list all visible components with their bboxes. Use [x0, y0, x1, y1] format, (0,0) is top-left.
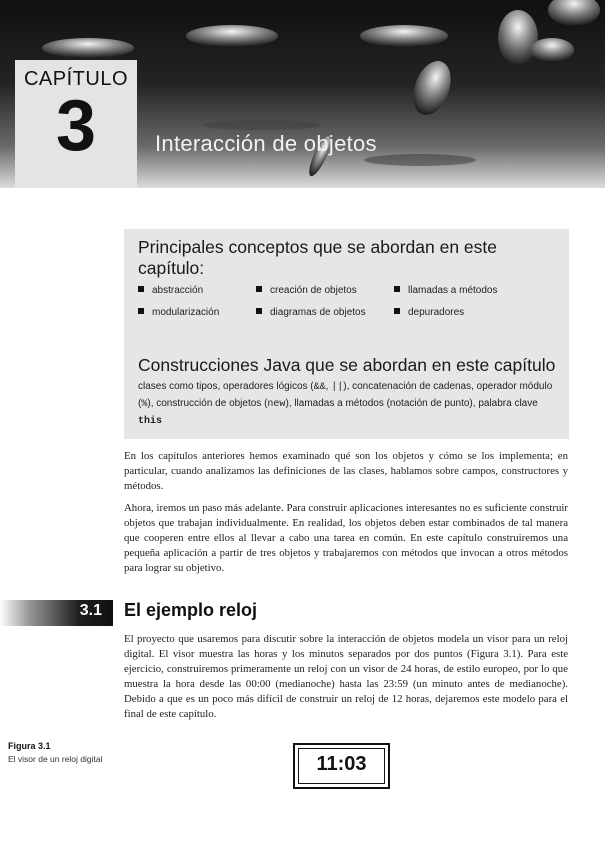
- figure-label: Figura 3.1: [8, 741, 51, 751]
- java-code: new: [267, 399, 286, 410]
- concept-label: modularización: [152, 307, 220, 318]
- concepts-heading-line1: Principales conceptos que se abordan en este: [138, 237, 497, 257]
- java-constructs-heading: Construcciones Java que se abordan en este capítulo: [138, 355, 556, 375]
- concept-label: llamadas a métodos: [408, 285, 498, 296]
- concepts-box: [124, 229, 569, 439]
- java-text: ), llamadas a métodos (notación de punto), palabra clave: [285, 398, 538, 409]
- square-bullet-icon: [138, 286, 144, 292]
- concept-label: abstracción: [152, 285, 204, 296]
- concept-item: [138, 285, 203, 296]
- section-number: 3.1: [79, 602, 102, 619]
- chapter-word: CAPÍTULO: [23, 68, 129, 90]
- java-code: &&: [313, 382, 326, 393]
- concepts-heading: [138, 237, 558, 279]
- section-paragraph: El proyecto que usaremos para discutir sobre la interacción de objetos modela un visor para un reloj digital. El visor muestra las horas y los minutos separados por dos puntos (Figura 3.1). Para este ejercicio, construiremos primeramente un reloj con un visor de 24 horas, de estilo europeo, por lo que muestra la hora desde las 00:00 (medianoche) hasta las 23:59 (un minuto antes de medianoche). Debido a que es un poco más difícil de construir un reloj de 12 horas, dejaremos este modelo para el final de este capítulo.: [124, 633, 568, 720]
- java-constructs-text: [138, 379, 558, 430]
- concept-item: [138, 307, 219, 318]
- clock-time: 11:03: [316, 753, 367, 775]
- java-code: this: [138, 416, 163, 427]
- square-bullet-icon: [394, 286, 400, 292]
- square-bullet-icon: [256, 308, 262, 314]
- section-number-bar: [0, 600, 113, 626]
- figure-caption: El visor de un reloj digital: [8, 754, 103, 764]
- section-title: El ejemplo reloj: [124, 600, 258, 620]
- concept-item: [394, 285, 498, 296]
- chapter-title: Interacción de objetos: [155, 131, 377, 156]
- concept-label: depuradores: [408, 307, 465, 318]
- concept-label: creación de objetos: [270, 285, 357, 296]
- chapter-header: [0, 0, 605, 188]
- concept-item: [394, 307, 464, 318]
- java-text: clases como tipos, operadores lógicos (: [138, 381, 314, 392]
- intro-paragraph-1: En los capítulos anteriores hemos examinado qué son los objetos y cómo se los implementa; en particular, cuando analizamos las definiciones de las clases, hablamos sobre campos, constructores y métodos.: [124, 450, 568, 492]
- chapter-label-box: [15, 60, 137, 188]
- concept-item: [256, 307, 366, 318]
- java-code: %: [141, 399, 148, 410]
- java-code: ||: [331, 382, 344, 393]
- concepts-heading-line2: capítulo:: [138, 258, 205, 278]
- java-text: ,: [325, 381, 332, 392]
- square-bullet-icon: [138, 308, 144, 314]
- concept-label: diagramas de objetos: [270, 307, 366, 318]
- java-text: ), concatenación de cadenas, operador módulo (: [138, 381, 553, 409]
- concept-item: [256, 285, 357, 296]
- digital-clock-display: [293, 743, 390, 789]
- chapter-number: 3: [55, 86, 97, 166]
- square-bullet-icon: [256, 286, 262, 292]
- square-bullet-icon: [394, 308, 400, 314]
- intro-paragraph-2: Ahora, iremos un paso más adelante. Para construir aplicaciones interesantes no es suficiente construir objetos que trabajan individualmente. En realidad, los objetos deben estar combinados de tal manera que cooperen entre ellos al llevar a cabo una tarea en común. En este capítulo construiremos una pequeña aplicación a partir de tres objetos y trabajaremos con métodos que invocan a otros métodos para lograr su objetivo.: [124, 502, 568, 574]
- java-text: ), construcción de objetos (: [147, 398, 268, 409]
